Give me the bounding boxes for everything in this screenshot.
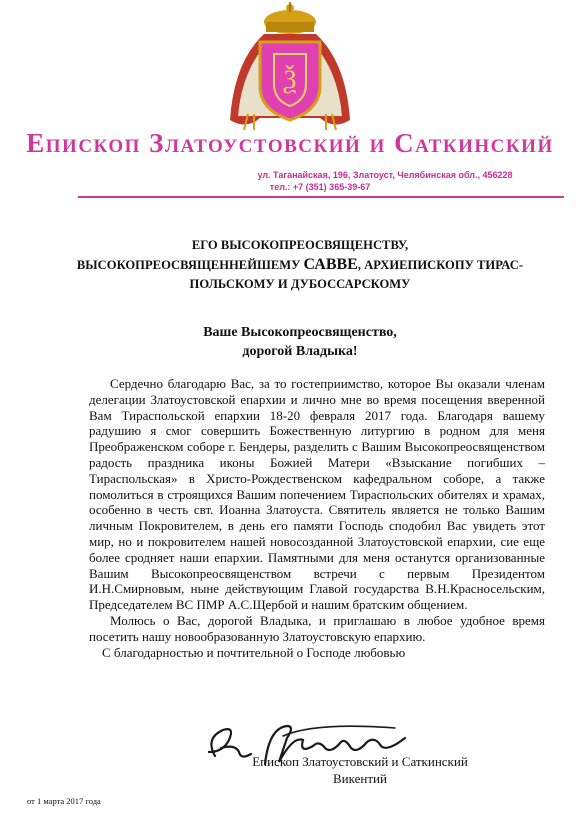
salutation xyxy=(60,323,540,361)
letter-date: от 1 марта 2017 года xyxy=(27,796,101,806)
phone-line: тел.: +7 (351) 365-39-67 xyxy=(269,182,371,192)
body-paragraph-1: Сердечно благодарю Вас, за то гостеприимство, которое Вы оказали членам делегации Златоустовской епархии и лично мне во время посещения вверенной Вам Тираспольской епархии 18-20 февраля 2017 года. Благодаря вашему радушию я смог совершить Божественную литургию в родном для меня Преображенском соборе г. Бендеры, разделить с Вашим Высокопреосвященством радость праздника иконы Божией Матери «Взыскание погибших – Тираспольская» в Христо-Рождественском кафедральном соборе, а также помолиться в строящихся Вашим попечением Тираспольских обителях и храмах, особенно в честь свт. Иоанна Златоуста. Святитель является не только Вашим личным Покровителем, в день его памяти Господь сподобил Вас увидеть этот мир, но и покровителем нашей новосозданной Златоустовской епархии, сие еще более сродняет наши епархии. Памятными для меня останутся организованные Вашим Высокопреосвященством встречи с первым Президентом И.Н.Смирновым, ныне действующим Главой государства В.Н.Красносельским, Председателем ВС ПМР А.С.Щербой и нашим братским общением. xyxy=(89,376,545,613)
addressee-rank: , АРХИЕПИСКОПУ ТИРАС- xyxy=(357,258,524,272)
salutation-line-1: Ваше Высокопреосвященство, xyxy=(203,325,397,340)
addressee-block xyxy=(60,236,540,294)
salutation-line-2: дорогой Владыка! xyxy=(242,344,358,359)
address-line: ул. Таганайская, 196, Златоуст, Челябинская обл., 456228 xyxy=(257,170,513,180)
addressee-name: САВВЕ xyxy=(303,256,358,273)
letter-body xyxy=(89,376,545,660)
addressee-title: ВЫСОКОПРЕОСВЯЩЕННЕЙШЕМУ xyxy=(76,258,304,272)
svg-text:Ѯ: Ѯ xyxy=(283,65,297,95)
signer-block xyxy=(230,753,490,787)
closing-line: С благодарностью и почтительной о Господе любовью xyxy=(102,644,406,660)
signer-name: Викентий xyxy=(333,771,387,786)
body-paragraph-2: Молюсь о Вас, дорогой Владыка, и приглашаю в любое удобное время посетить нашу новообразованную Златоустовскую епархию. xyxy=(89,612,545,644)
addressee-line-3: ПОЛЬСКОМУ И ДУБОССАРСКОМУ xyxy=(189,277,411,291)
addressee-line-2 xyxy=(60,255,540,275)
issuer-title: Епископ Златоустовский и Саткинский xyxy=(26,128,554,158)
header-divider xyxy=(78,196,564,198)
addressee-line-1: ЕГО ВЫСОКОПРЕОСВЯЩЕНСТВУ, xyxy=(191,238,409,252)
signer-title: Епископ Златоустовский и Саткинский xyxy=(252,754,468,769)
diocese-coat-of-arms-icon xyxy=(224,2,356,134)
